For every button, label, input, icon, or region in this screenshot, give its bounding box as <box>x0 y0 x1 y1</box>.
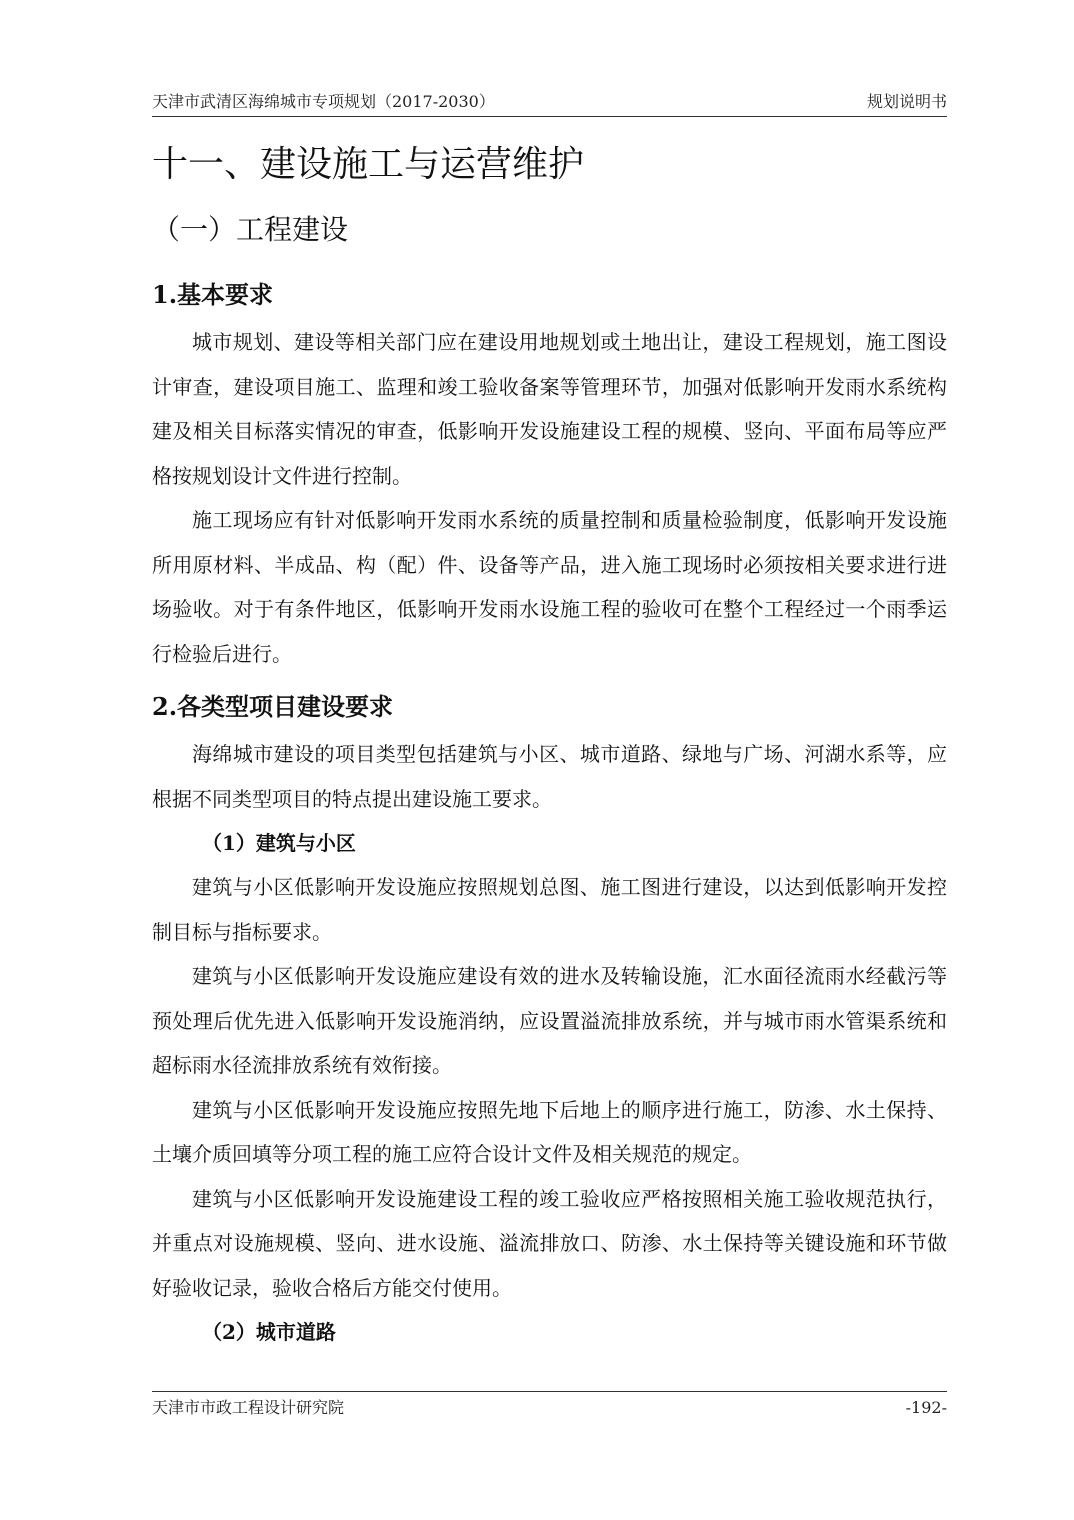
paragraph: 城市规划、建设等相关部门应在建设用地规划或土地出让，建设工程规划，施工图设计审查，建设项目施工、监理和竣工验收备案等管理环节，加强对低影响开发雨水系统构建及相关目标落实情况的审查，低影响开发设施建设工程的规模、竖向、平面布局等应严格按规划设计文件进行控制。 <box>152 330 947 488</box>
header-document-type: 规划说明书 <box>866 92 947 111</box>
subsection-title-basic-requirements: 1.基本要求 <box>152 280 274 309</box>
chapter-title: 十一、建设施工与运营维护 <box>152 144 585 185</box>
page-footer <box>152 1391 947 1422</box>
item-title-buildings-and-communities: （1）建筑与小区 <box>202 831 356 855</box>
paragraph: 建筑与小区低影响开发设施应建设有效的进水及转输设施，汇水面径流雨水经截污等预处理后优先进入低影响开发设施消纳，应设置溢流排放系统，并与城市雨水管渠系统和超标雨水径流排放系统有效衔接。 <box>152 964 947 1077</box>
header-document-title: 天津市武清区海绵城市专项规划（2017-2030） <box>152 92 495 111</box>
footer-organization: 天津市市政工程设计研究院 <box>152 1398 345 1417</box>
item-title-urban-roads: （2）城市道路 <box>202 1320 336 1344</box>
paragraph: 施工现场应有针对低影响开发雨水系统的质量控制和质量检验制度，低影响开发设施所用原材料、半成品、构（配）件、设备等产品，进入施工现场时必须按相关要求进行进场验收。对于有条件地区，低影响开发雨水设施工程的验收可在整个工程经过一个雨季运行检验后进行。 <box>152 508 947 666</box>
paragraph: 建筑与小区低影响开发设施应按照规划总图、施工图进行建设，以达到低影响开发控制目标与指标要求。 <box>152 875 947 944</box>
paragraph: 建筑与小区低影响开发设施应按照先地下后地上的顺序进行施工，防渗、水土保持、土壤介质回填等分项工程的施工应符合设计文件及相关规范的规定。 <box>152 1097 947 1166</box>
page-number: -192- <box>905 1398 947 1417</box>
section-title: （一）工程建设 <box>152 213 349 246</box>
paragraph: 海绵城市建设的项目类型包括建筑与小区、城市道路、绿地与广场、河湖水系等，应根据不同类型项目的特点提出建设施工要求。 <box>152 742 947 811</box>
paragraph: 建筑与小区低影响开发设施建设工程的竣工验收应严格按照相关施工验收规范执行，并重点对设施规模、竖向、进水设施、溢流排放口、防渗、水土保持等关键设施和环节做好验收记录，验收合格后方能交付使用。 <box>152 1186 947 1300</box>
subsection-title-project-types: 2.各类型项目建设要求 <box>152 692 394 721</box>
page-header <box>152 88 947 117</box>
page-body <box>152 130 947 1354</box>
